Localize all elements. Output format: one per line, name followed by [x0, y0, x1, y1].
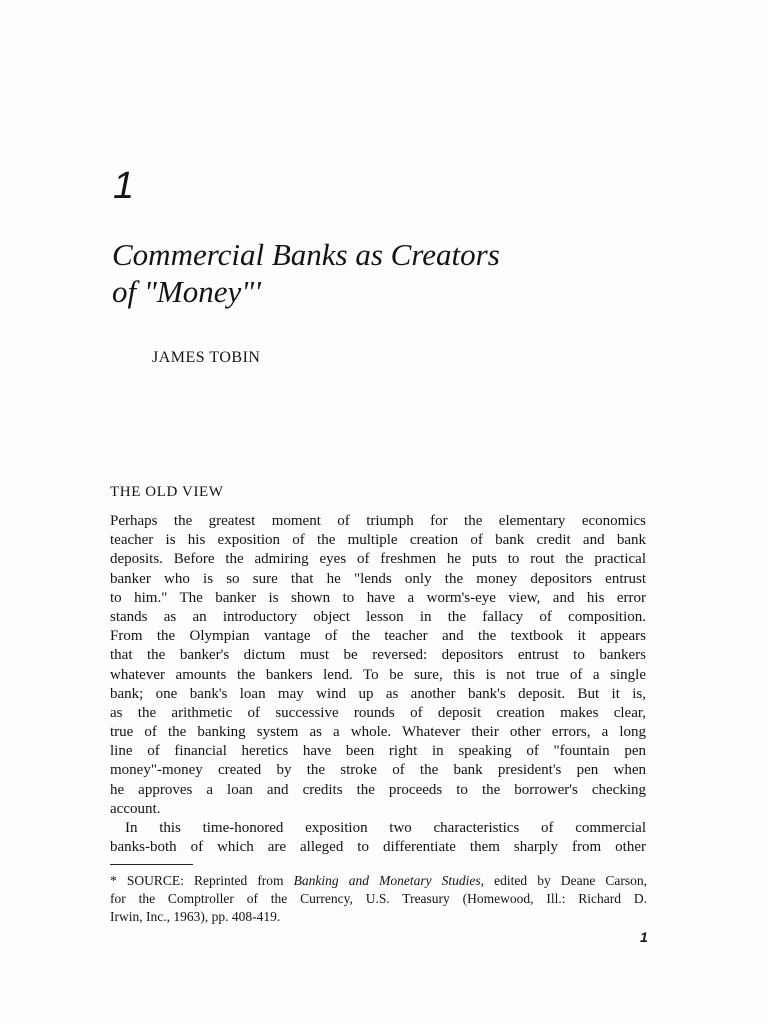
chapter-title-line: Commercial Banks as Creators [112, 237, 500, 272]
body-line: bank; one bank's loan may wind up as another bank's deposit. But it is, [110, 685, 646, 702]
body-line: In this time-honored exposition two characteristics of commercial [125, 820, 646, 836]
body-line: banks-both of which are alleged to differentiate them sharply from other [110, 839, 646, 856]
body-line: From the Olympian vantage of the teacher and the textbook it appears [110, 628, 646, 645]
page-number: 1 [640, 929, 648, 945]
author-name: JAMES TOBIN [152, 349, 261, 366]
footnote [110, 872, 647, 926]
body-line: Perhaps the greatest moment of triumph for the elementary economics [110, 513, 646, 529]
body-text [110, 512, 646, 857]
body-line: as the arithmetic of successive rounds of deposit creation makes clear, [110, 704, 646, 721]
body-line: stands as an introductory object lesson in the fallacy of composition. [110, 608, 646, 625]
body-line: true of the banking system as a whole. Whatever their other errors, a long [110, 724, 646, 741]
footnote-line: Irwin, Inc., 1963), pp. 408-419. [110, 909, 281, 924]
footnote-rest: edited by Deane Carson, [494, 873, 648, 888]
section-heading: THE OLD VIEW [110, 484, 224, 500]
body-line: line of financial heretics have been right in speaking of "fountain pen [110, 743, 646, 760]
footnote-marker: * [110, 873, 117, 888]
body-line: to him." The banker is shown to have a worm's-eye view, and his error [110, 589, 646, 606]
body-line: that the banker's dictum must be reversed: depositors entrust to bankers [110, 647, 646, 664]
body-line: whatever amounts the bankers lend. To be sure, this is not true of a single [110, 666, 646, 683]
footnote-prefix: Reprinted from [193, 873, 284, 888]
body-line: he approves a loan and credits the proceeds to the borrower's checking [110, 781, 646, 798]
body-line: money"-money created by the stroke of the bank president's pen when [110, 762, 646, 779]
body-line: deposits. Before the admiring eyes of freshmen he puts to rout the practical [110, 551, 646, 568]
footnote-line [110, 872, 647, 890]
body-line: account. [110, 800, 161, 817]
footnote-label: SOURCE: [126, 873, 184, 888]
footnote-book-title: Banking and Monetary Studies, [293, 873, 485, 888]
footnote-line: for the Comptroller of the Currency, U.S. Treasury (Homewood, Ill.: Richard D. [110, 891, 647, 906]
body-line: banker who is so sure that he "lends only the money depositors entrust [110, 570, 646, 587]
chapter-title [112, 236, 632, 310]
body-line: teacher is his exposition of the multiple creation of bank credit and bank [110, 532, 646, 549]
footnote-rule [110, 864, 193, 865]
chapter-title-line: of "Money"' [112, 274, 261, 309]
chapter-number: 1 [113, 165, 135, 207]
